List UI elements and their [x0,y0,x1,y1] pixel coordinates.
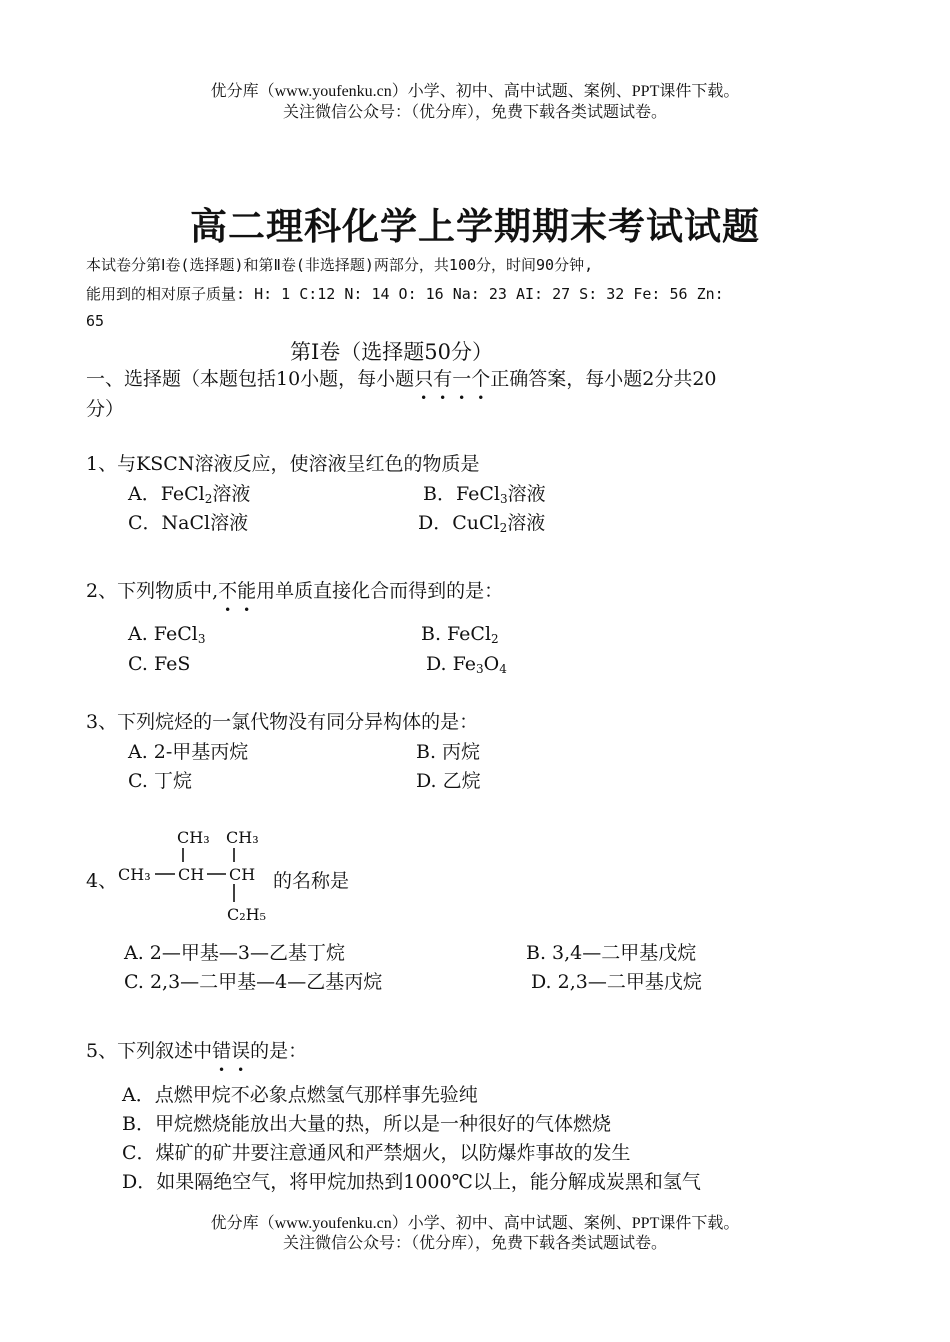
q5-option-d: D．如果隔绝空气，将甲烷加热到1000℃以上，能分解成炭黑和氢气 [122,1171,701,1193]
q3-option-c: C. 丁烷 [128,770,192,792]
header-line-1: 优分库（www.youfenku.cn）小学、初中、高中试题、案例、PPT课件下载。 [210,83,740,100]
q3-option-a: A. 2-甲基丙烷 [128,741,249,763]
struct-c2h5: C₂H₅ [227,905,267,924]
page-title: 高二理科化学上学期期末考试试题 [190,205,760,248]
struct-ch3-top1: CH₃ [177,828,210,847]
q2-option-c: C. FeS [128,653,191,675]
footer-line-1: 优分库（www.youfenku.cn）小学、初中、高中试题、案例、PPT课件下载。 [210,1215,740,1232]
q5-stem: 5、下列叙述中错误的是： [86,1040,308,1062]
q2-option-b: B. FeCl$_2$ [421,623,499,646]
emph-char: 个 [471,368,491,390]
q2-stem: 2、下列物质中,不能用单质直接化合而得到的是： [86,580,504,602]
q4-option-d: D. 2,3—二甲基戊烷 [531,971,702,993]
q4-option-c: C. 2,3—二甲基—4—乙基丙烷 [124,971,383,993]
q5-option-a: A．点燃甲烷不必象点燃氢气那样事先验纯 [122,1084,478,1106]
q1-option-b: B．FeCl$_3$溶液 [423,483,546,506]
instr-part-b: 正确答案，每小题2分共20 [490,368,717,390]
struct-ch3-left: CH₃ [118,865,151,884]
q4-number: 4、 [86,870,118,892]
intro-line-3: 65 [86,312,105,330]
emph-char: 只 [414,368,434,390]
q1-stem: 1、与KSCN溶液反应，使溶液呈红色的物质是 [86,453,480,475]
q4-structural-formula [115,822,275,930]
struct-ch2: CH [229,865,256,884]
q4-stem-suffix: 的名称是 [273,870,350,892]
q4-option-b: B. 3,4—二甲基戊烷 [526,942,697,964]
section-instructions-end: 分） [86,398,125,420]
q3-option-d: D. 乙烷 [416,770,481,792]
q2-option-d: D. $Fe_3O_4$ [426,653,507,676]
emph-char: 不 [218,580,238,602]
q2-option-a: A. FeCl$_3$ [128,623,206,646]
emph-char: 能 [237,580,257,602]
emph-char: 有 [433,368,453,390]
header-line-2: 关注微信公众号：（优分库），免费下载各类试题试卷。 [282,104,667,121]
emph-char: 一 [452,368,472,390]
section-instructions [86,364,717,391]
q1-option-c: C．NaCl溶液 [128,512,249,534]
q1-option-d: D．CuCl$_2$溶液 [418,512,546,535]
q1-option-a: A．FeCl$_2$溶液 [128,483,251,506]
intro-line-2: 能用到的相对原子质量: H: 1 C:12 N: 14 O: 16 Na: 23 AI: 27 S: 32 Fe: 56 Zn: [86,285,724,303]
instr-part-a: 一、选择题（本题包括10小题，每小题 [86,368,415,390]
footer-line-2: 关注微信公众号：（优分库），免费下载各类试题试卷。 [282,1235,667,1252]
q5-option-c: C．煤矿的矿井要注意通风和严禁烟火，以防爆炸事故的发生 [122,1142,631,1164]
q5-option-b: B．甲烷燃烧能放出大量的热，所以是一种很好的气体燃烧 [122,1113,611,1135]
intro-line-1: 本试卷分第Ⅰ卷(选择题)和第Ⅱ卷(非选择题)两部分，共100分，时间90分钟, [86,256,594,274]
q3-stem: 3、下列烷烃的一氯代物没有同分异构体的是： [86,711,479,733]
emph-char: 误 [231,1040,251,1062]
emph-char: 错 [212,1040,232,1062]
section-heading: 第Ⅰ卷（选择题50分） [290,340,494,364]
q3-option-b: B. 丙烷 [416,741,481,763]
struct-ch: CH [178,865,205,884]
q4-option-a: A. 2—甲基—3—乙基丁烷 [124,942,345,964]
struct-ch3-top2: CH₃ [226,828,259,847]
